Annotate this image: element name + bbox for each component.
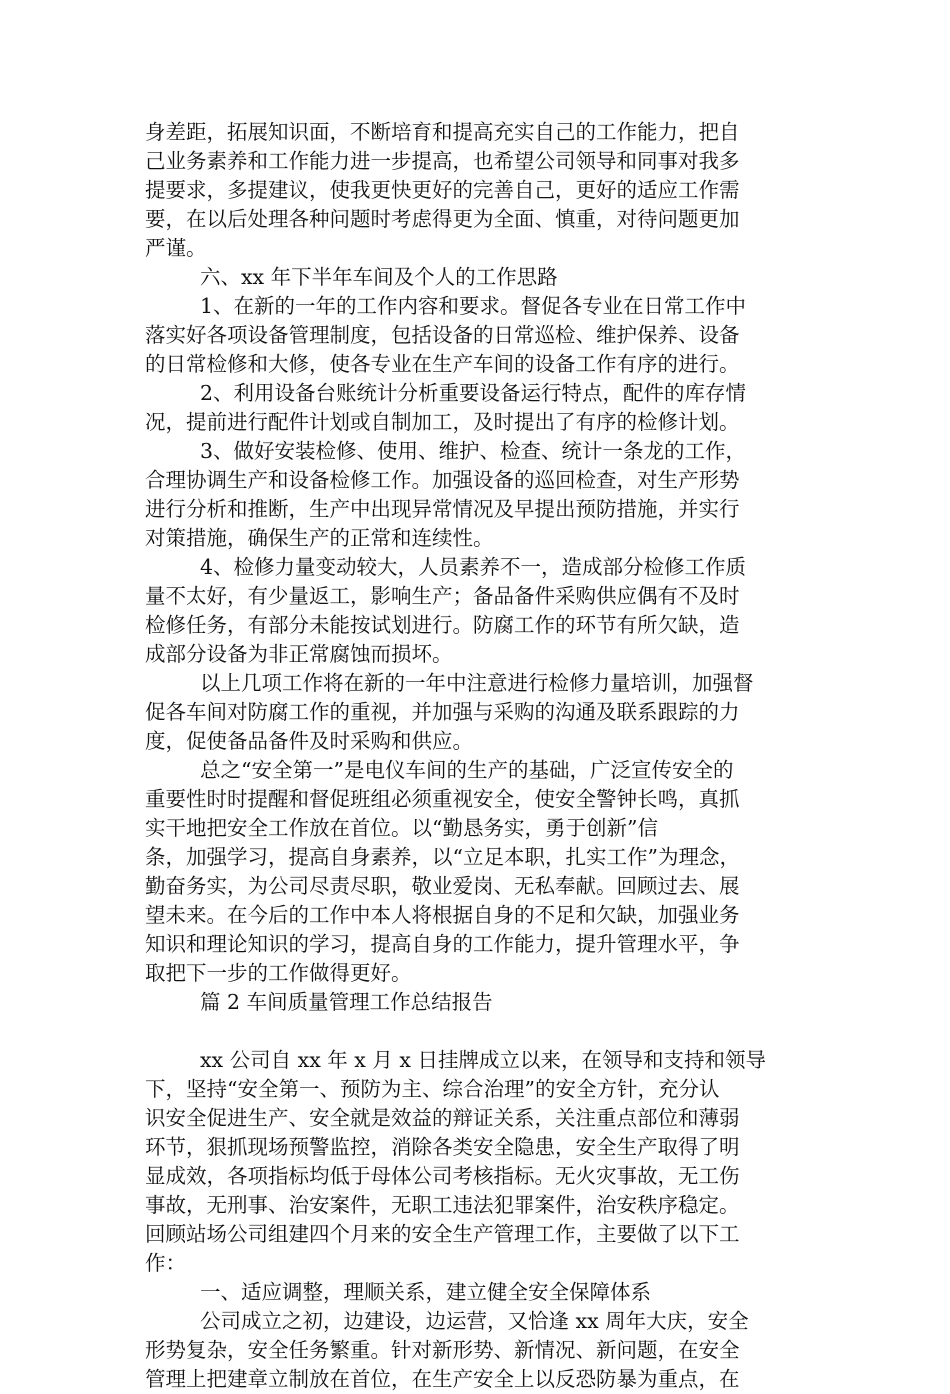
text-line: 成部分设备为非正常腐蚀而损坏。 [145,642,453,666]
text-line: 要，在以后处理各种问题时考虑得更为全面、慎重，对待问题更加 [145,207,740,231]
text-line: 4、检修力量变动较大，人员素养不一，造成部分检修工作质 [200,555,747,579]
text-line: 识安全促进生产、安全就是效益的辩证关系，关注重点部位和薄弱 [145,1106,740,1130]
text-line: 身差距，拓展知识面，不断培育和提高充实自己的工作能力，把自 [145,120,740,144]
text-line: 己业务素养和工作能力进一步提高，也希望公司领导和同事对我多 [145,149,740,173]
text-line: 重要性时时提醒和督促班组必须重视安全，使安全警钟长鸣，真抓 [145,787,740,811]
section-heading: 一、适应调整，理顺关系，建立健全安全保障体系 [200,1280,651,1304]
section-heading: 六、xx 年下半年车间及个人的工作思路 [200,265,558,289]
text-line: 下，坚持“安全第一、预防为主、综合治理”的安全方针，充分认 [145,1077,720,1101]
text-line: 促各车间对防腐工作的重视，并加强与采购的沟通及联系跟踪的力 [145,700,740,724]
text-line: 提要求，多提建议，使我更快更好的完善自己，更好的适应工作需 [145,178,740,202]
text-line: 作： [145,1251,186,1275]
text-line: 管理上把建章立制放在首位，在生产安全上以反恐防暴为重点，在 [145,1367,740,1391]
article-title: 篇 2 车间质量管理工作总结报告 [200,990,493,1014]
text-line: 严谨。 [145,236,207,260]
text-line: 检修任务，有部分未能按试划进行。防腐工作的环节有所欠缺，造 [145,613,740,637]
text-line: 实干地把安全工作放在首位。以“勤恳务实，勇于创新”信 [145,816,658,840]
text-line: 形势复杂，安全任务繁重。针对新形势、新情况、新问题，在安全 [145,1338,740,1362]
text-line: 取把下一步的工作做得更好。 [145,961,412,985]
text-line: 落实好各项设备管理制度，包括设备的日常巡检、维护保养、设备 [145,323,740,347]
text-line: 望未来。在今后的工作中本人将根据自身的不足和欠缺，加强业务 [145,903,740,927]
text-line: 以上几项工作将在新的一年中注意进行检修力量培训，加强督 [200,671,754,695]
text-line: 1、在新的一年的工作内容和要求。督促各专业在日常工作中 [200,294,747,318]
text-line: 环节，狠抓现场预警监控，消除各类安全隐患，安全生产取得了明 [145,1135,740,1159]
text-line: 显成效，各项指标均低于母体公司考核指标。无火灾事故，无工伤 [145,1164,740,1188]
text-line: 对策措施，确保生产的正常和连续性。 [145,526,494,550]
text-line: 公司成立之初，边建设，边运营，又恰逢 xx 周年大庆，安全 [200,1309,749,1333]
text-line: 总之“安全第一”是电仪车间的生产的基础，广泛宣传安全的 [200,758,734,782]
text-line: 勤奋务实，为公司尽责尽职，敬业爱岗、无私奉献。回顾过去、展 [145,874,740,898]
text-line: 的日常检修和大修，使各专业在生产车间的设备工作有序的进行。 [145,352,740,376]
text-line: 量不太好，有少量返工，影响生产；备品备件采购供应偶有不及时 [145,584,740,608]
document-body [145,118,811,1394]
text-line: xx 公司自 xx 年 x 月 x 日挂牌成立以来，在领导和支持和领导 [200,1048,766,1072]
text-line: 进行分析和推断，生产中出现异常情况及早提出预防措施，并实行 [145,497,740,521]
text-line: 况，提前进行配件计划或自制加工，及时提出了有序的检修计划。 [145,410,740,434]
text-line: 3、做好安装检修、使用、维护、检查、统计一条龙的工作， [200,439,747,463]
text-line: 知识和理论知识的学习，提高自身的工作能力，提升管理水平，争 [145,932,740,956]
text-line: 度，促使备品备件及时采购和供应。 [145,729,473,753]
text-line: 条，加强学习，提高自身素养，以“立足本职，扎实工作”为理念， [145,845,740,869]
text-line: 回顾站场公司组建四个月来的安全生产管理工作，主要做了以下工 [145,1222,740,1246]
text-line: 事故，无刑事、治安案件，无职工违法犯罪案件，治安秩序稳定。 [145,1193,740,1217]
blank-line [145,1017,811,1046]
text-line: 合理协调生产和设备检修工作。加强设备的巡回检查，对生产形势 [145,468,740,492]
text-line: 2、利用设备台账统计分析重要设备运行特点，配件的库存情 [200,381,747,405]
